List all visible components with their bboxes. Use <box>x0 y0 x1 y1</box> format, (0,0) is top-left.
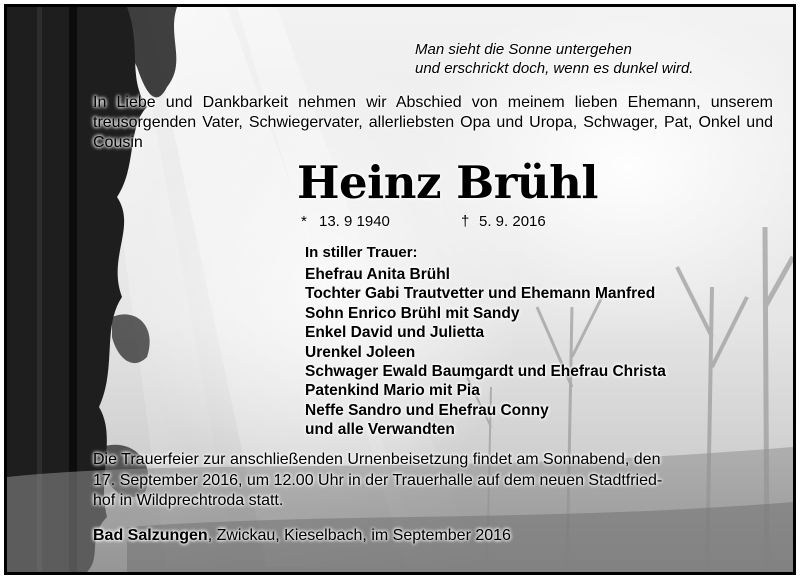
intro-text: In Liebe und Dankbarkeit nehmen wir Abschied von meinem lieben Ehemann, unserem treusorgenden Vater, Schwiegervater, allerliebsten Opa und Uropa, Schwager, Pat, Onkel und Cousin <box>93 94 773 151</box>
mourner-item: Sohn Enrico Brühl mit Sandy <box>305 304 520 322</box>
birth-date-value: 13. 9 1940 <box>319 213 390 230</box>
death-cross-icon: † <box>461 213 470 230</box>
motto-line-2: und erschrickt doch, wenn es dunkel wird. <box>415 60 694 77</box>
deceased-name: Heinz Brühl <box>297 156 598 209</box>
place-and-date <box>93 526 511 546</box>
mourner-item: Enkel David und Julietta <box>305 324 485 342</box>
mourners-title: In stiller Trauer: <box>305 244 418 261</box>
mourner-item: Tochter Gabi Trautvetter und Ehemann Manfred <box>305 285 656 303</box>
mourner-item: Schwager Ewald Baumgardt und Ehefrau Christa <box>305 363 666 381</box>
funeral-line-3: hof in Wildprechtroda statt. <box>93 492 284 509</box>
mourner-item: Neffe Sandro und Ehefrau Conny <box>305 401 549 419</box>
mourner-item: Ehefrau Anita Brühl <box>305 266 450 283</box>
death-date <box>461 213 546 231</box>
death-date-value: 5. 9. 2016 <box>479 213 546 230</box>
funeral-info <box>93 450 769 512</box>
obituary-notice <box>4 4 796 575</box>
mourners-list <box>305 265 666 440</box>
birth-star-icon: * <box>301 213 307 230</box>
mourner-item: Urenkel Joleen <box>305 343 416 361</box>
motto-line-1: Man sieht die Sonne untergehen <box>415 41 632 58</box>
funeral-line-1: Die Trauerfeier zur anschließenden Urnenbeisetzung findet am Sonnabend, den <box>93 451 661 468</box>
place-rest: , Zwickau, Kieselbach, im September 2016 <box>207 527 511 544</box>
mourner-item: und alle Verwandten <box>305 421 455 439</box>
mourner-item: Patenkind Mario mit Pia <box>305 382 480 400</box>
birth-date <box>301 213 390 231</box>
place-city: Bad Salzungen <box>93 527 208 544</box>
motto <box>415 40 693 78</box>
text-layer <box>7 7 793 572</box>
funeral-line-2: 17. September 2016, um 12.00 Uhr in der Trauerhalle auf dem neuen Stadtfried- <box>93 471 663 489</box>
